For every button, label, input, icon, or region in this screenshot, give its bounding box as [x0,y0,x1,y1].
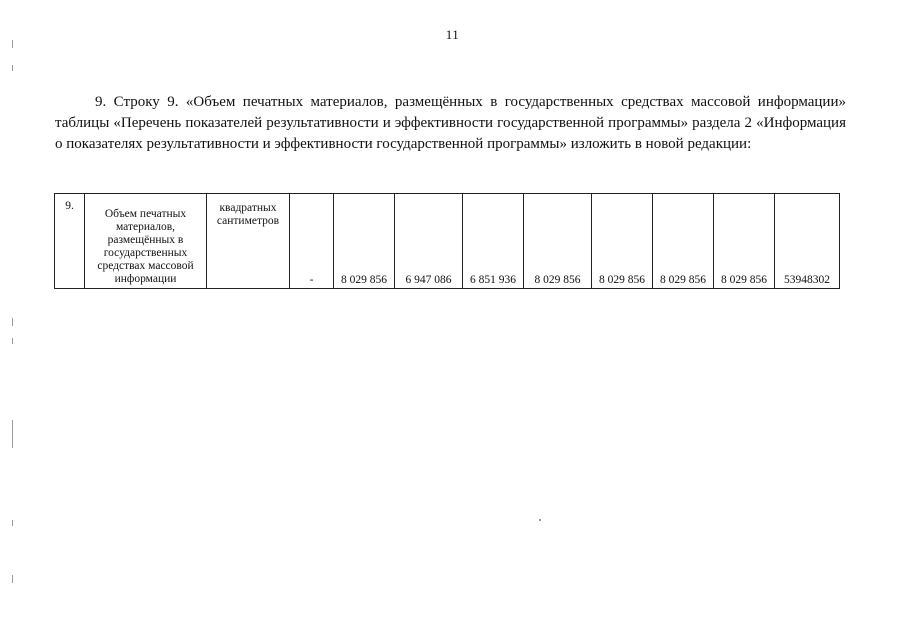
scan-mark [12,40,13,48]
scan-mark [12,520,13,526]
value-cell-6: 8 029 856 [653,194,714,289]
scan-mark [12,575,13,583]
value-cell-5: 8 029 856 [592,194,653,289]
indicator-table [54,193,840,289]
scan-mark [539,519,541,521]
base-value-cell: - [290,194,334,289]
page-number: 11 [445,27,460,42]
row-number-cell: 9. [55,194,85,289]
value-cell-3: 6 851 936 [463,194,524,289]
value-cell-2: 6 947 086 [395,194,463,289]
value-cell-1: 8 029 856 [334,194,395,289]
table-row [55,194,840,289]
scan-mark [12,420,13,448]
amendment-paragraph: 9. Строку 9. «Объем печатных материалов, размещённых в государственных средствах массовой информации» таблицы «Перечень показателей результативности и эффективности государственной программы» раздела 2 «Информация о показателях результативности и эффективности государственной программы» изложить в новой редакции: [55,94,846,152]
unit-cell: квадратных сантиметров [207,194,290,289]
total-cell: 53948302 [775,194,840,289]
scan-mark [12,65,13,71]
indicator-name-cell: Объем печатных материалов, размещённых в государственных средствах массовой информации [85,194,207,289]
scan-mark [12,318,13,326]
value-cell-4: 8 029 856 [524,194,592,289]
value-cell-7: 8 029 856 [714,194,775,289]
scan-mark [12,338,13,344]
